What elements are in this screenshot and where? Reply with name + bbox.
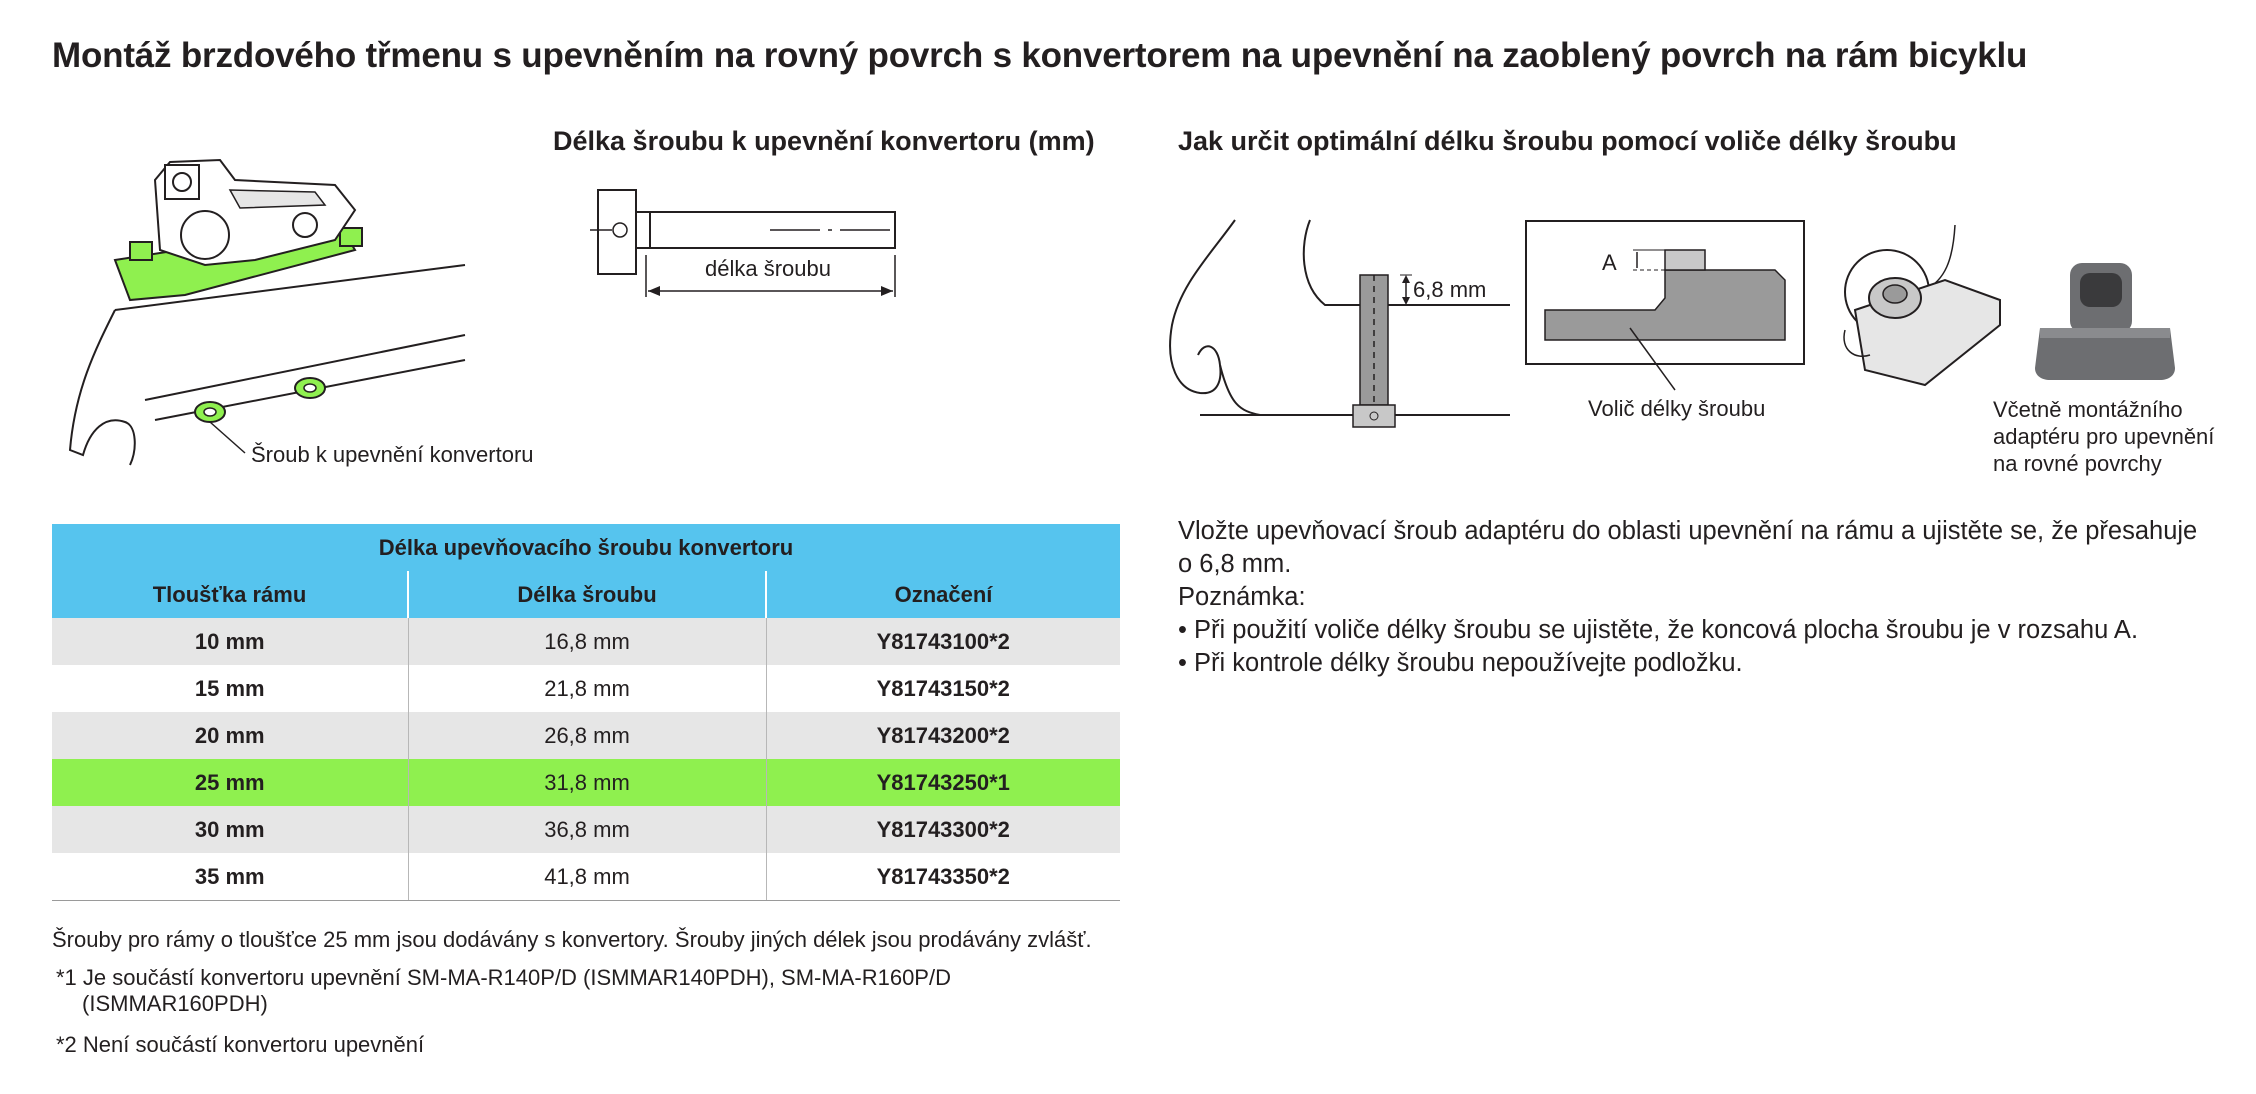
instruction-line: Vložte upevňovací šroub adaptéru do oblasti upevnění na rámu a ujistěte se, že přesahuje — [1178, 517, 2198, 545]
bolt-selector-label: Volič délky šroubu — [1588, 396, 1766, 421]
table-row — [52, 665, 1120, 712]
column-header-thickness: Tloušťka rámu — [52, 571, 408, 618]
note-heading: Poznámka: — [1178, 583, 1306, 611]
footnote-1-line: *1 Je součástí konvertoru upevnění SM-MA-R140P/D (ISMMAR140PDH), SM-MA-R160P/D — [56, 965, 951, 990]
frame-thickness-cell: 30 mm — [52, 806, 408, 853]
convertor-bolt-label: Šroub k upevnění konvertoru — [251, 442, 534, 467]
frame-cross-section — [1160, 215, 1520, 435]
bolt-length-heading: Délka šroubu k upevnění konvertoru (mm) — [553, 126, 1095, 156]
overhang-measure-label: 6,8 mm — [1413, 277, 1487, 302]
footnote-1-line: (ISMMAR160PDH) — [82, 991, 268, 1016]
adapter-caption-line: Včetně montážního — [1993, 397, 2183, 422]
bolt-length-cell: 41,8 mm — [408, 853, 766, 901]
part-code-cell: Y81743250*1 — [766, 759, 1120, 806]
table-row — [52, 853, 1120, 901]
page-title: Montáž brzdového třmenu s upevněním na rovný povrch s konvertorem na upevnění na zaoblený povrch na rám bicyklu — [52, 36, 2028, 75]
part-code-cell: Y81743100*2 — [766, 618, 1120, 665]
bolt-length-dimension-label: délka šroubu — [705, 256, 831, 281]
bolt-length-cell: 21,8 mm — [408, 665, 766, 712]
supply-note: Šrouby pro rámy o tloušťce 25 mm jsou dodávány s konvertory. Šrouby jiných délek jsou prodávány zvlášť. — [52, 927, 1092, 952]
column-header-length: Délka šroubu — [408, 571, 766, 618]
part-code-cell: Y81743300*2 — [766, 806, 1120, 853]
instructions — [1178, 515, 2198, 680]
adapter-caption — [1993, 396, 2214, 477]
frame-thickness-cell: 35 mm — [52, 853, 408, 901]
table-caption: Délka upevňovacího šroubu konvertoru — [52, 524, 1120, 571]
note-bullet-text: Při použití voliče délky šroubu se ujistěte, že koncová plocha šroubu je v rozsahu A. — [1194, 616, 2139, 644]
table-row — [52, 806, 1120, 853]
note-bullet: • Při použití voliče délky šroubu se ujistěte, že koncová plocha šroubu je v rozsahu A. — [1178, 616, 2139, 644]
table-row — [52, 618, 1120, 665]
caliper-illustration — [55, 150, 475, 480]
table-row — [52, 712, 1120, 759]
part-code-cell: Y81743200*2 — [766, 712, 1120, 759]
selector-detail-box — [1525, 220, 1805, 365]
frame-thickness-cell: 15 mm — [194, 675, 265, 701]
flat-mount-adapter-photo — [2030, 258, 2180, 383]
part-code-cell: Y81743150*2 — [766, 665, 1120, 712]
footnote-2: *2 Není součástí konvertoru upevnění — [56, 1032, 425, 1057]
instruction-line: o 6,8 mm. — [1178, 550, 1292, 578]
column-header-code: Označení — [766, 571, 1120, 618]
bolt-diagram — [590, 185, 910, 300]
bolt-length-table — [52, 524, 1120, 901]
bolt-length-cell: 16,8 mm — [408, 618, 766, 665]
footnote-1 — [56, 965, 951, 1017]
bolt-length-cell: 36,8 mm — [408, 806, 766, 853]
table-row-highlighted — [52, 759, 1120, 806]
frame-thickness-cell: 10 mm — [52, 618, 408, 665]
range-a-label: A — [1602, 250, 1617, 275]
selector-heading: Jak určit optimální délku šroubu pomocí voliče délky šroubu — [1178, 126, 1957, 156]
note-bullet-text: Při kontrole délky šroubu nepoužívejte podložku. — [1194, 649, 1743, 677]
note-bullet: • Při kontrole délky šroubu nepoužívejte podložku. — [1178, 649, 1743, 677]
bolt-length-cell: 31,8 mm — [408, 759, 766, 806]
bolt-length-cell: 26,8 mm — [408, 712, 766, 759]
adapter-caption-line: adaptéru pro upevnění — [1993, 424, 2215, 449]
frame-thickness-cell: 25 mm — [52, 759, 408, 806]
adapter-illustration — [1835, 220, 2010, 400]
frame-thickness-cell: 20 mm — [52, 712, 408, 759]
adapter-caption-line: na rovné povrchy — [1993, 451, 2162, 476]
part-code-cell: Y81743350*2 — [766, 853, 1120, 901]
